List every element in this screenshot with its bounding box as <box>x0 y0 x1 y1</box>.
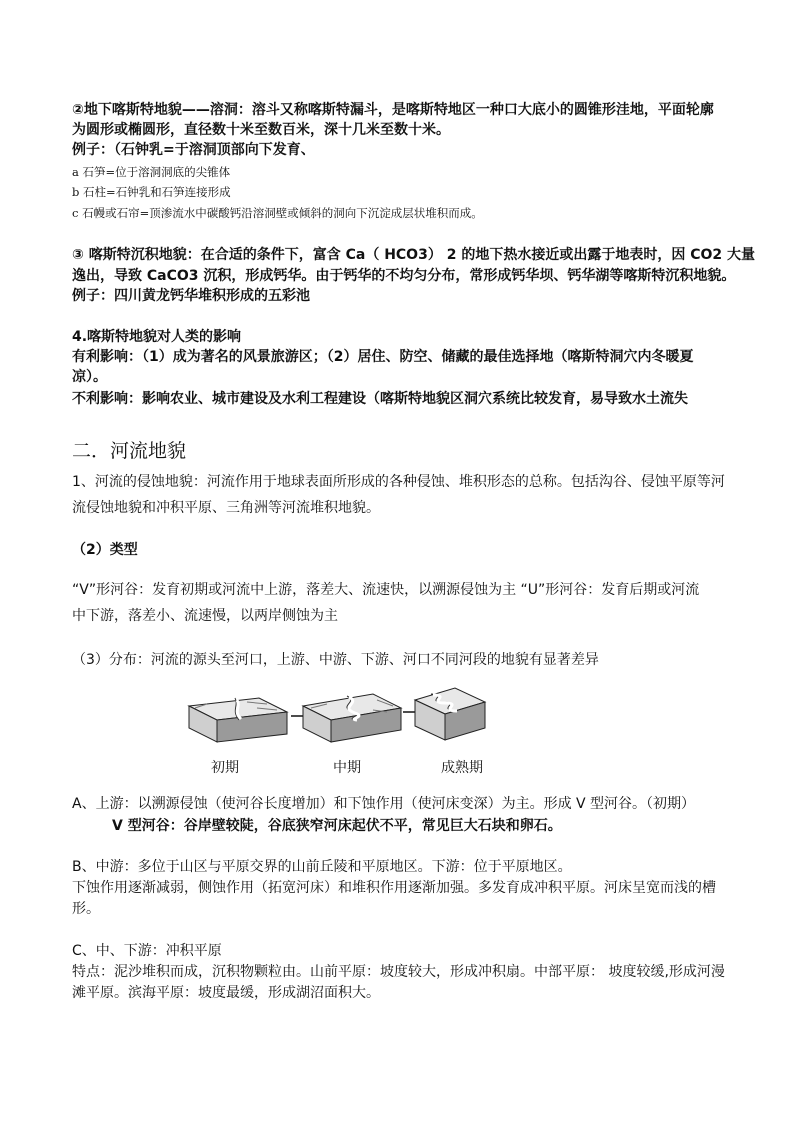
middle-reach-line-2: 下蚀作用逐渐减弱，侧蚀作用（拓宽河床）和堆积作用逐渐加强。多发育成冲积平原。河床呈宽而浅的槽 <box>72 880 716 896</box>
lower-reach-heading: C、中、下游：冲积平原 <box>72 943 222 959</box>
upper-reach-line-1: A、上游：以溯源侵蚀（使河谷长度增加）和下蚀作用（使河床变深）为主。形成 V 型河谷。（初期） <box>72 796 696 812</box>
upper-reach-line-2: V 型河谷：谷岸壁较陡，谷底狭窄河床起伏不平，常见巨大石块和卵石。 <box>112 818 562 834</box>
mature-stage-block <box>415 688 485 740</box>
erosion-line-1: 1、河流的侵蚀地貌：河流作用于地球表面所形成的各种侵蚀、堆积形态的总称。包括沟谷、侵蚀平原等河 <box>72 474 725 490</box>
negative-impact: 不利影响：影响农业、城市建设及水利工程建设（喀斯特地貌区洞穴系统比较发育，易导致水土流失 <box>72 391 688 407</box>
example-label: 例子：（石钟乳=于溶洞顶部向下发育、 <box>72 142 315 158</box>
underground-karst-line-2: 为圆形或椭圆形，直径数十米至数百米，深十几米至数十米。 <box>72 122 450 138</box>
erosion-line-2: 流侵蚀地貌和冲积平原、三角洲等河流堆积地貌。 <box>72 500 380 516</box>
early-stage-block <box>189 698 287 742</box>
stage-caption: 成熟期 <box>441 760 483 776</box>
types-line-1: “V”形河谷：发育初期或河流中上游，落差大、流速快，以溯源侵蚀为主 “U”形河谷：发育后期或河流 <box>72 582 700 598</box>
stage-caption: 初期 <box>211 760 239 776</box>
middle-stage-block <box>303 694 401 742</box>
river-stages-diagram <box>187 684 487 779</box>
river-section-heading: 二．河流地貌 <box>72 440 187 462</box>
stage-caption: 中期 <box>333 760 361 776</box>
lower-reach-line-2: 滩平原。滨海平原：坡度最缓，形成湖沼面积大。 <box>72 985 380 1001</box>
deposit-karst-line-2: 逸出，导致 CaCO3 沉积，形成钙华。由于钙华的不均匀分布，常形成钙华坝、钙华湖等喀斯特沉积地貌。 <box>72 268 736 284</box>
impact-heading: 4.喀斯特地貌对人类的影响 <box>72 329 242 345</box>
item-curtain: c 石幔或石帘=顶渗流水中碳酸钙沿溶洞壁或倾斜的洞向下沉淀成层状堆积而成。 <box>72 206 483 220</box>
middle-reach-line-1: B、中游：多位于山区与平原交界的山前丘陵和平原地区。下游：位于平原地区。 <box>72 859 572 875</box>
types-line-2: 中下游，落差小、流速慢，以两岸侧蚀为主 <box>72 608 338 624</box>
types-heading: （2）类型 <box>72 542 138 558</box>
distribution-line: （3）分布：河流的源头至河口，上游、中游、下游、河口不同河段的地貌有显著差异 <box>72 652 599 668</box>
underground-karst-line-1: ②地下喀斯特地貌——溶洞：溶斗又称喀斯特漏斗，是喀斯特地区一种口大底小的圆锥形洼地，平面轮廓 <box>72 102 714 118</box>
middle-reach-line-3: 形。 <box>72 901 100 917</box>
item-pillar: b 石柱=石钟乳和石笋连接形成 <box>72 185 231 199</box>
item-stalagmite: a 石笋=位于溶洞洞底的尖锥体 <box>72 165 231 179</box>
lower-reach-line-1: 特点：泥沙堆积而成，沉积物颗粒由。山前平原：坡度较大，形成冲积扇。中部平原： 坡度较缓,形成河漫 <box>72 964 725 980</box>
positive-impact-line-2: 凉）。 <box>72 369 107 385</box>
positive-impact-line-1: 有利影响：（1）成为著名的风景旅游区；（2）居住、防空、储藏的最佳选择地（喀斯特洞穴内冬暖夏 <box>72 349 694 365</box>
deposit-karst-line-1: ③ 喀斯特沉积地貌：在合适的条件下，富含 Ca（ HCO3） 2 的地下热水接近或出露于地表时，因 CO2 大量 <box>72 247 755 263</box>
deposit-example: 例子：四川黄龙钙华堆积形成的五彩池 <box>72 288 310 304</box>
